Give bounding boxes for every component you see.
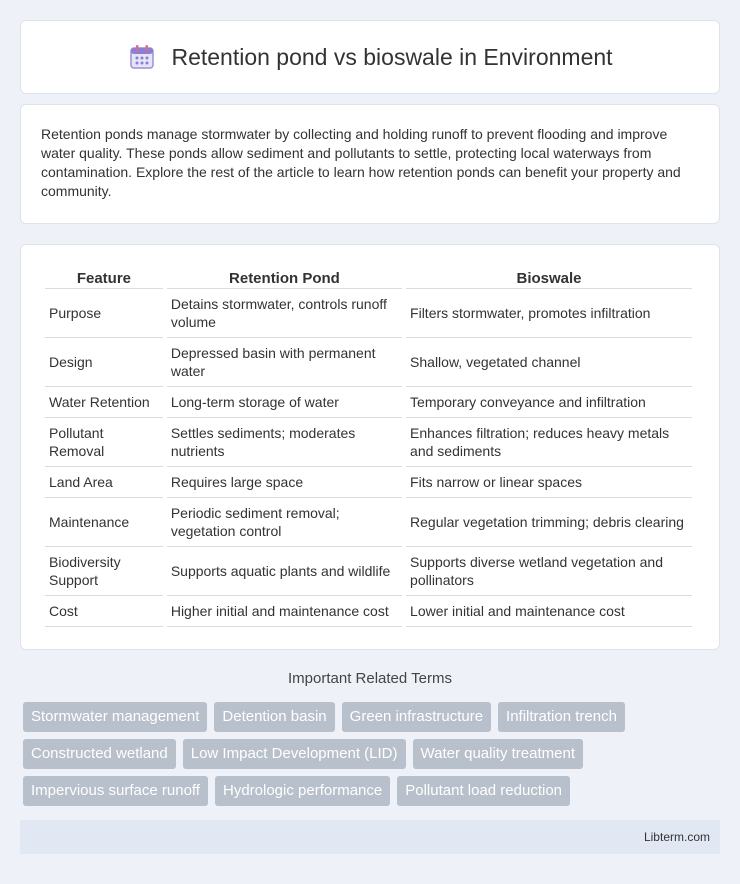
- header-bioswale: Bioswale: [406, 265, 692, 289]
- table-row: [45, 596, 692, 627]
- table-cell: Requires large space: [167, 467, 402, 498]
- table-row: [45, 547, 692, 596]
- title-wrap: [127, 42, 612, 72]
- table-row: [45, 467, 692, 498]
- comparison-table: [41, 265, 696, 627]
- table-cell: Temporary conveyance and infiltration: [406, 387, 692, 418]
- tag-constructed-wetland[interactable]: Constructed wetland: [23, 739, 176, 769]
- table-cell: Supports diverse wetland vegetation and pollinators: [406, 547, 692, 596]
- tag-row: [23, 776, 723, 806]
- table-cell: Enhances filtration; reduces heavy metals and sediments: [406, 418, 692, 467]
- table-cell: Periodic sediment removal; vegetation control: [167, 498, 402, 547]
- table-cell: Depressed basin with permanent water: [167, 338, 402, 387]
- related-terms-title: Important Related Terms: [288, 670, 452, 687]
- table-cell: Water Retention: [45, 387, 163, 418]
- tag-row: [23, 702, 723, 732]
- intro-card: [20, 104, 720, 224]
- tag-impervious-surface-runoff[interactable]: Impervious surface runoff: [23, 776, 208, 806]
- table-row: [45, 338, 692, 387]
- table-cell: Regular vegetation trimming; debris clearing: [406, 498, 692, 547]
- table-cell: Higher initial and maintenance cost: [167, 596, 402, 627]
- tag-low-impact-development[interactable]: Low Impact Development (LID): [183, 739, 406, 769]
- table-cell: Shallow, vegetated channel: [406, 338, 692, 387]
- table-cell: Lower initial and maintenance cost: [406, 596, 692, 627]
- table-cell: Land Area: [45, 467, 163, 498]
- comparison-table-card: [20, 244, 720, 650]
- table-cell: Fits narrow or linear spaces: [406, 467, 692, 498]
- tag-detention-basin[interactable]: Detention basin: [214, 702, 334, 732]
- table-row: [45, 387, 692, 418]
- table-cell: Settles sediments; moderates nutrients: [167, 418, 402, 467]
- footer-site-link[interactable]: Libterm.com: [643, 830, 710, 844]
- table-cell: Filters stormwater, promotes infiltration: [406, 289, 692, 338]
- footer: [20, 820, 720, 854]
- tag-row: [23, 739, 723, 769]
- header-card: [20, 20, 720, 94]
- table-cell: Long-term storage of water: [167, 387, 402, 418]
- table-row: [45, 498, 692, 547]
- table-cell: Biodiversity Support: [45, 547, 163, 596]
- table-cell: Cost: [45, 596, 163, 627]
- table-row: [45, 289, 692, 338]
- table-header-row: [45, 265, 692, 289]
- table-cell: Detains stormwater, controls runoff volume: [167, 289, 402, 338]
- tag-stormwater-management[interactable]: Stormwater management: [23, 702, 207, 732]
- header-retention-pond: Retention Pond: [167, 265, 402, 289]
- table-row: [45, 418, 692, 467]
- calendar-icon: [127, 42, 157, 72]
- tag-water-quality-treatment[interactable]: Water quality treatment: [413, 739, 584, 769]
- table-cell: Design: [45, 338, 163, 387]
- tag-pollutant-load-reduction[interactable]: Pollutant load reduction: [397, 776, 570, 806]
- tag-hydrologic-performance[interactable]: Hydrologic performance: [215, 776, 390, 806]
- header-feature: Feature: [45, 265, 163, 289]
- table-cell: Maintenance: [45, 498, 163, 547]
- intro-text: Retention ponds manage stormwater by collecting and holding runoff to prevent flooding and improve water quality. These ponds allow sediment and pollutants to settle, protecting local waterways from contamination. Explore the rest of the article to learn how retention ponds can benefit your property and community.: [41, 126, 681, 199]
- related-terms-tags: [23, 702, 723, 813]
- table-cell: Supports aquatic plants and wildlife: [167, 547, 402, 596]
- tag-green-infrastructure[interactable]: Green infrastructure: [342, 702, 491, 732]
- tag-infiltration-trench[interactable]: Infiltration trench: [498, 702, 625, 732]
- table-cell: Pollutant Removal: [45, 418, 163, 467]
- table-cell: Purpose: [45, 289, 163, 338]
- page-title: Retention pond vs bioswale in Environment: [171, 43, 613, 70]
